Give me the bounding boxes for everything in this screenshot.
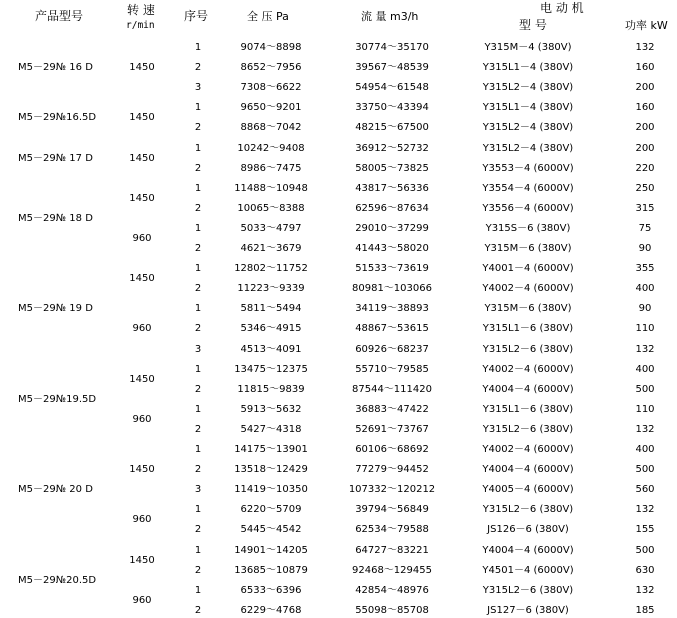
model-cell: M5－29№ 18 D (18, 212, 93, 224)
seq-cell: 1 (194, 544, 202, 556)
pressure-cell: 11488～10948 (234, 182, 308, 194)
pressure-cell: 13685～10879 (234, 564, 308, 576)
flow-cell: 51533～73619 (355, 263, 429, 275)
motor-cell: Y4004－4 (6000V) (482, 464, 574, 476)
header-flow: 流 量 m3/h (361, 10, 419, 23)
motor-cell: Y315M－6 (380V) (484, 303, 572, 315)
motor-cell: Y315M－4 (380V) (484, 42, 572, 53)
model-cell: M5－29№ 17 D (18, 152, 93, 164)
pressure-cell: 5811～5494 (240, 303, 302, 315)
pressure-cell: 8868～7042 (240, 122, 302, 134)
motor-cell: Y315L1－4 (380V) (482, 62, 574, 74)
speed-cell: 1450 (129, 464, 155, 476)
pressure-cell: 14901～14205 (234, 544, 308, 556)
seq-cell: 1 (194, 303, 202, 315)
motor-cell: Y4004－4 (6000V) (482, 544, 574, 556)
speed-cell: 1450 (129, 373, 155, 385)
flow-cell: 36912～52732 (355, 142, 429, 154)
power-cell: 400 (635, 363, 655, 375)
seq-cell: 1 (194, 182, 202, 194)
power-cell: 400 (635, 444, 655, 455)
seq-cell: 2 (194, 243, 202, 254)
power-cell: 110 (635, 403, 655, 415)
flow-cell: 77279～94452 (355, 464, 429, 476)
speed-cell: 1450 (129, 192, 155, 204)
flow-cell: 55098～85708 (355, 604, 429, 616)
motor-cell: JS127－6 (380V) (487, 604, 569, 616)
speed-cell: 960 (132, 413, 152, 425)
flow-cell: 36883～47422 (355, 403, 429, 415)
motor-cell: Y3554－4 (6000V) (482, 182, 574, 194)
motor-cell: Y4001－4 (6000V) (482, 263, 574, 275)
motor-cell: Y315L2－6 (380V) (482, 423, 574, 435)
header-pressure: 全 压 Pa (247, 10, 289, 23)
model-cell: M5－29№19.5D (18, 393, 97, 405)
header-power: 功率 kW (625, 19, 668, 32)
power-cell: 630 (635, 564, 655, 576)
flow-cell: 60106～68692 (355, 444, 429, 455)
seq-cell: 2 (194, 524, 202, 536)
flow-cell: 43817～56336 (355, 182, 429, 194)
flow-cell: 80981～103066 (352, 283, 432, 295)
motor-cell: Y315M－6 (380V) (484, 243, 572, 254)
motor-cell: Y315L2－4 (380V) (482, 142, 574, 154)
seq-cell: 3 (194, 82, 202, 94)
seq-cell: 1 (194, 102, 202, 114)
power-cell: 132 (635, 343, 655, 355)
header-model: 产品型号 (35, 9, 84, 23)
flow-cell: 39567～48539 (355, 62, 429, 74)
seq-cell: 2 (194, 122, 202, 134)
power-cell: 500 (635, 544, 655, 556)
power-cell: 400 (635, 283, 655, 295)
pressure-cell: 14175～13901 (234, 444, 308, 455)
header-motor: 电 动 机 (540, 1, 584, 15)
power-cell: 132 (635, 423, 655, 435)
pressure-cell: 13475～12375 (234, 363, 308, 375)
flow-cell: 52691～73767 (355, 423, 429, 435)
pressure-cell: 5445～4542 (240, 524, 302, 536)
seq-cell: 1 (194, 403, 202, 415)
power-cell: 500 (635, 464, 655, 476)
header-seq: 序号 (184, 9, 209, 23)
motor-cell: Y4004－4 (6000V) (482, 383, 574, 395)
motor-cell: Y315L1－6 (380V) (482, 403, 574, 415)
speed-cell: 1450 (129, 554, 155, 566)
pressure-cell: 6229～4768 (240, 604, 302, 616)
seq-cell: 3 (194, 343, 202, 355)
seq-cell: 2 (194, 383, 202, 395)
flow-cell: 87544～111420 (352, 383, 432, 395)
motor-cell: Y4002－4 (6000V) (482, 283, 574, 295)
flow-cell: 34119～38893 (355, 303, 429, 315)
flow-cell: 29010～37299 (355, 222, 429, 234)
motor-cell: Y3556－4 (6000V) (482, 202, 574, 214)
pressure-cell: 10242～9408 (237, 142, 305, 154)
power-cell: 160 (635, 102, 655, 114)
pressure-cell: 6533～6396 (240, 584, 302, 596)
seq-cell: 2 (194, 423, 202, 435)
seq-cell: 2 (194, 464, 202, 476)
flow-cell: 107332～120212 (348, 484, 436, 496)
power-cell: 90 (638, 243, 652, 254)
pressure-cell: 10065～8388 (237, 202, 305, 214)
motor-cell: Y315L2－6 (380V) (482, 343, 574, 355)
speed-cell: 1450 (129, 273, 155, 285)
seq-cell: 1 (194, 222, 202, 234)
pressure-cell: 5427～4318 (240, 423, 302, 435)
header-speed: 转 速 (127, 3, 155, 17)
motor-cell: Y4002－4 (6000V) (482, 444, 574, 455)
pressure-cell: 6220～5709 (240, 504, 302, 516)
pressure-cell: 7308～6622 (240, 82, 302, 94)
flow-cell: 39794～56849 (355, 504, 429, 516)
motor-cell: Y4002－4 (6000V) (482, 363, 574, 375)
seq-cell: 2 (194, 283, 202, 295)
pressure-cell: 11815～9839 (237, 383, 305, 395)
motor-cell: Y315L2－4 (380V) (482, 122, 574, 134)
model-cell: M5－29№ 16 D (18, 62, 93, 74)
motor-cell: Y315L1－6 (380V) (482, 323, 574, 335)
power-cell: 500 (635, 383, 655, 395)
header-motor-type: 型 号 (519, 18, 547, 32)
pressure-cell: 8986～7475 (240, 162, 302, 174)
speed-cell: 1450 (129, 62, 155, 74)
power-cell: 250 (635, 182, 655, 194)
flow-cell: 58005～73825 (355, 162, 429, 174)
pressure-cell: 11419～10350 (234, 484, 308, 496)
motor-cell: Y4005－4 (6000V) (482, 484, 574, 496)
pressure-cell: 4621～3679 (240, 243, 302, 254)
motor-cell: Y315L2－4 (380V) (482, 82, 574, 94)
seq-cell: 2 (194, 323, 202, 335)
seq-cell: 2 (194, 564, 202, 576)
speed-cell: 960 (132, 323, 152, 335)
motor-cell: JS126－6 (380V) (487, 524, 569, 536)
seq-cell: 2 (194, 202, 202, 214)
power-cell: 560 (635, 484, 655, 496)
flow-cell: 92468～129455 (352, 564, 432, 576)
pressure-cell: 12802～11752 (234, 263, 308, 275)
power-cell: 132 (635, 584, 655, 596)
power-cell: 160 (635, 62, 655, 74)
power-cell: 220 (635, 162, 655, 174)
pressure-cell: 8652～7956 (240, 62, 302, 74)
flow-cell: 64727～83221 (355, 544, 429, 556)
seq-cell: 2 (194, 62, 202, 74)
power-cell: 90 (638, 303, 652, 315)
speed-cell: 960 (132, 232, 152, 244)
motor-cell: Y315L2－6 (380V) (482, 584, 574, 596)
seq-cell: 2 (194, 162, 202, 174)
power-cell: 132 (635, 42, 655, 53)
pressure-cell: 9650～9201 (240, 102, 302, 114)
seq-cell: 1 (194, 584, 202, 596)
motor-cell: Y315S－6 (380V) (485, 222, 571, 234)
pressure-cell: 5346～4915 (240, 323, 302, 335)
power-cell: 355 (635, 263, 655, 275)
flow-cell: 48867～53615 (355, 323, 429, 335)
speed-cell: 1450 (129, 152, 155, 164)
model-cell: M5－29№ 20 D (18, 484, 93, 496)
pressure-cell: 9074～8898 (240, 42, 302, 53)
power-cell: 155 (635, 524, 655, 536)
seq-cell: 1 (194, 504, 202, 516)
flow-cell: 55710～79585 (355, 363, 429, 375)
flow-cell: 62596～87634 (355, 202, 429, 214)
flow-cell: 30774～35170 (355, 42, 429, 53)
model-cell: M5－29№20.5D (18, 574, 97, 586)
power-cell: 315 (635, 202, 655, 214)
pressure-cell: 4513～4091 (240, 343, 302, 355)
header-speed-unit: r/min (126, 20, 155, 31)
power-cell: 185 (635, 604, 655, 616)
model-cell: M5－29№16.5D (18, 112, 97, 124)
motor-cell: Y4501－4 (6000V) (482, 564, 574, 576)
seq-cell: 1 (194, 263, 202, 275)
power-cell: 132 (635, 504, 655, 516)
pressure-cell: 5913～5632 (240, 403, 302, 415)
flow-cell: 60926～68237 (355, 343, 429, 355)
seq-cell: 1 (194, 42, 202, 53)
flow-cell: 33750～43394 (355, 102, 429, 114)
motor-cell: Y3553－4 (6000V) (482, 162, 574, 174)
power-cell: 200 (635, 122, 655, 134)
pressure-cell: 5033～4797 (240, 222, 302, 234)
power-cell: 110 (635, 323, 655, 335)
speed-cell: 1450 (129, 112, 155, 124)
speed-cell: 960 (132, 514, 152, 526)
seq-cell: 1 (194, 444, 202, 455)
motor-cell: Y315L2－6 (380V) (482, 504, 574, 516)
pressure-cell: 13518～12429 (234, 464, 308, 476)
seq-cell: 3 (194, 484, 202, 496)
speed-cell: 960 (132, 594, 152, 606)
seq-cell: 2 (194, 604, 202, 616)
flow-cell: 54954～61548 (355, 82, 429, 94)
model-cell: M5－29№ 19 D (18, 303, 93, 315)
flow-cell: 41443～58020 (355, 243, 429, 254)
seq-cell: 1 (194, 142, 202, 154)
pressure-cell: 11223～9339 (237, 283, 305, 295)
seq-cell: 1 (194, 363, 202, 375)
power-cell: 200 (635, 142, 655, 154)
motor-cell: Y315L1－4 (380V) (482, 102, 574, 114)
flow-cell: 48215～67500 (355, 122, 429, 134)
flow-cell: 42854～48976 (355, 584, 429, 596)
flow-cell: 62534～79588 (355, 524, 429, 536)
power-cell: 75 (638, 222, 652, 234)
power-cell: 200 (635, 82, 655, 94)
